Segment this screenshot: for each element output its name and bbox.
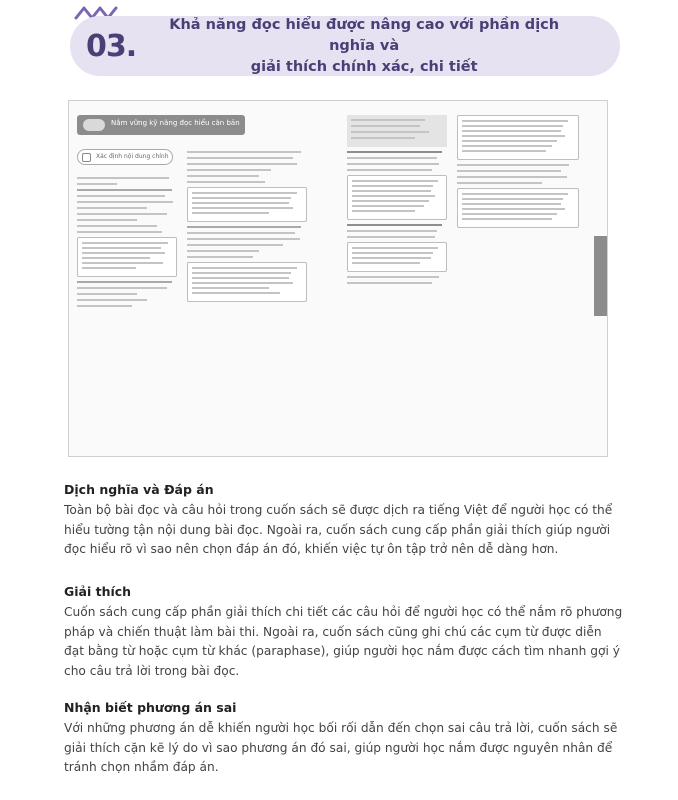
preview-note-text: Xác định nội dung chính (96, 153, 169, 160)
section-explanation-body: Cuốn sách cung cấp phần giải thích chi tiết các câu hỏi để người học có thể nắm rõ phương pháp và chiến thuật làm bài thi. Ngoài ra, cuốn sách cũng ghi chú các cụm từ được diễn đạt bằng từ hoặc cụm từ khác (paraphase), giúp người học nắm được cách tìm nhanh gợi ý cho câu trả lời trong bài đọc. (64, 605, 623, 678)
book-page-preview (68, 100, 608, 457)
note-icon (82, 153, 91, 162)
banner-badge (83, 119, 105, 131)
preview-column-3 (347, 111, 447, 288)
section-title-line-2: giải thích chính xác, chi tiết (250, 58, 478, 75)
preview-column-1 (77, 177, 177, 311)
section-translation (64, 482, 624, 560)
section-wrong-options-title: Nhận biết phương án sai (64, 700, 237, 715)
section-header (70, 16, 620, 76)
preview-column-2 (187, 151, 307, 306)
preview-note (77, 149, 173, 165)
section-title-line-1: Khả năng đọc hiểu được nâng cao với phần dịch nghĩa và (169, 16, 560, 54)
section-title (144, 15, 584, 78)
section-number: 03. (86, 28, 137, 64)
section-wrong-options-body: Với những phương án dễ khiến người học bối rối dẫn đến chọn sai câu trả lời, cuốn sách sẽ giải thích cặn kẽ lý do vì sao phương án đó sai, giúp người học nắm được nguyên nhân để tránh chọn nhầm đáp án. (64, 721, 618, 774)
preview-side-tab (594, 236, 607, 316)
preview-banner-text: Nắm vững kỹ năng đọc hiểu căn bản (111, 119, 240, 127)
section-explanation (64, 584, 624, 681)
section-translation-title: Dịch nghĩa và Đáp án (64, 482, 214, 497)
preview-banner (77, 115, 245, 135)
section-wrong-options (64, 700, 624, 778)
section-translation-body: Toàn bộ bài đọc và câu hỏi trong cuốn sách sẽ được dịch ra tiếng Việt để người học có thể hiểu tường tận nội dung bài đọc. Ngoài ra, cuốn sách cung cấp phần giải thích giúp người đọc hiểu rõ vì sao nên chọn đáp án đó, khiến việc tự ôn tập trở nên dễ dàng hơn. (64, 503, 613, 556)
preview-column-4 (457, 111, 579, 232)
section-explanation-title: Giải thích (64, 584, 132, 599)
